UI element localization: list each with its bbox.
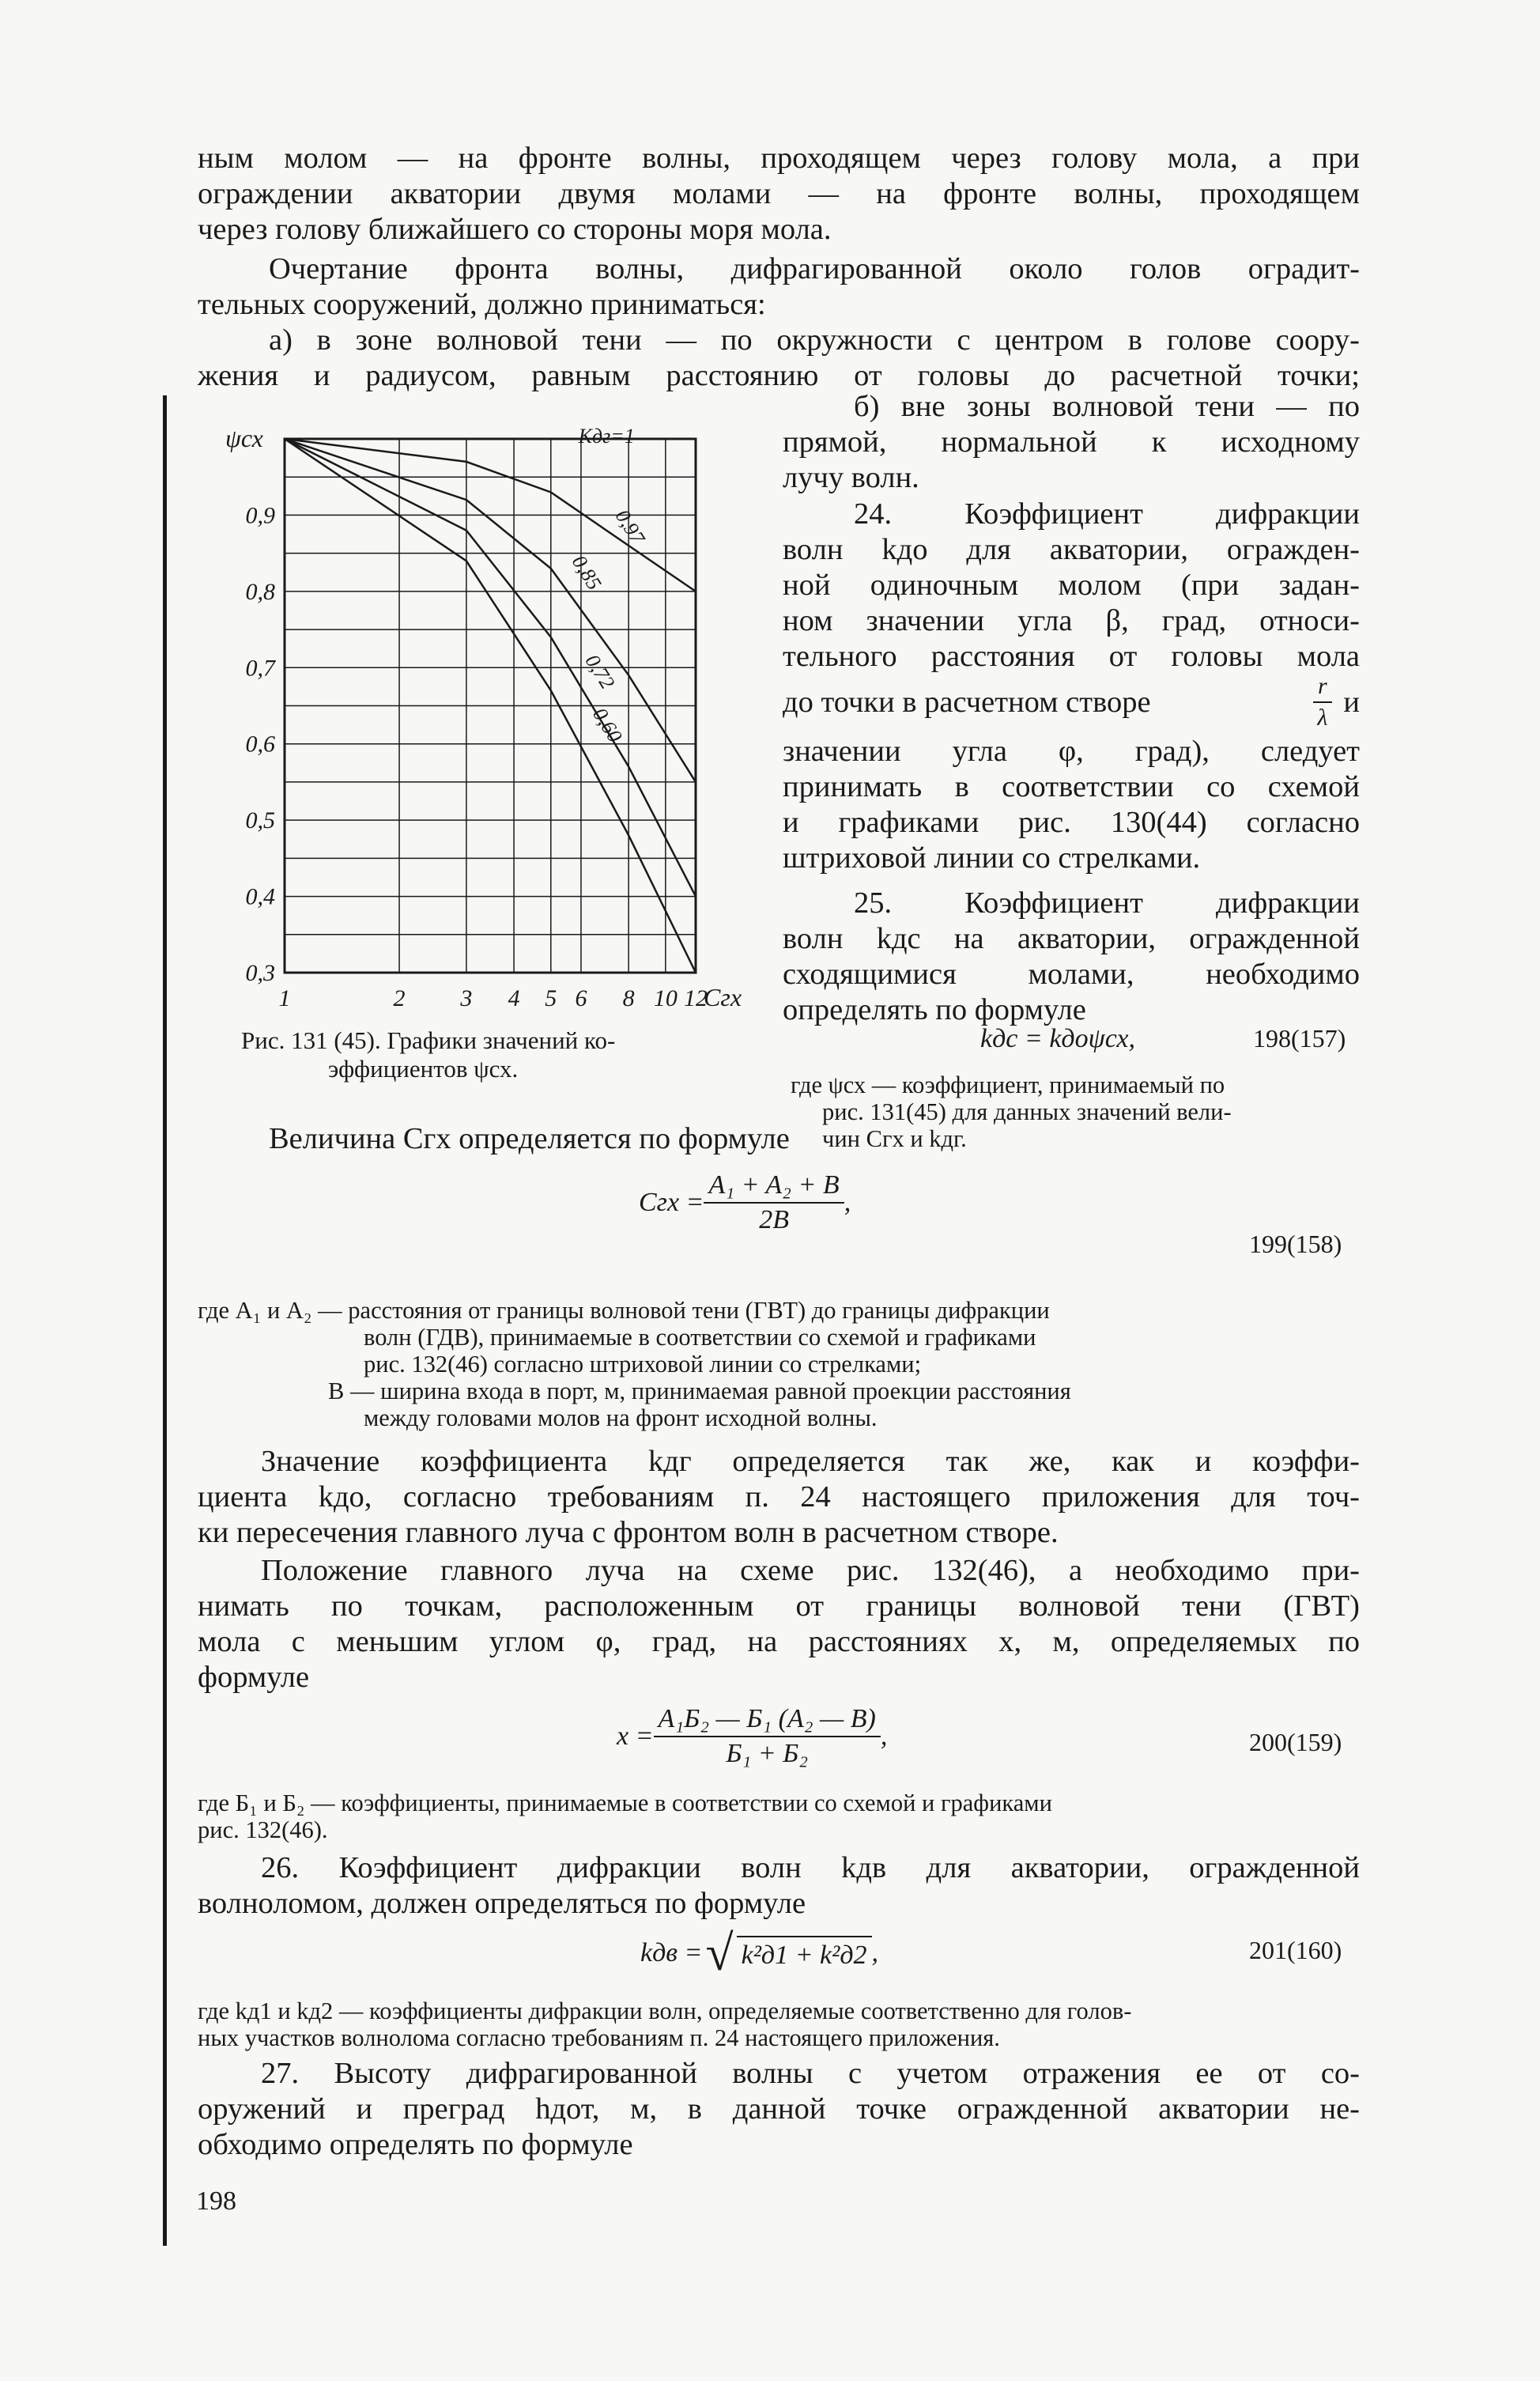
where-199 bbox=[198, 1297, 1360, 1431]
text-line: мола с меньшим углом φ, град, на расстояниях x, м, определяемых по bbox=[198, 1625, 1360, 1658]
paragraph-27 bbox=[198, 2056, 1360, 2163]
intro-paragraph bbox=[198, 141, 1360, 248]
x-tick-label: 8 bbox=[622, 985, 635, 1011]
radicand: k²д1 + k²д2 bbox=[737, 1936, 872, 1971]
formula-lhs: x = bbox=[617, 1722, 654, 1751]
ratio-after: и bbox=[1343, 686, 1360, 719]
margin-rule bbox=[163, 395, 167, 2246]
text-line: принимать в соответствии со схемой bbox=[783, 770, 1360, 803]
text-line: чин Cгх и kдг. bbox=[822, 1125, 967, 1152]
ratio-line-text: до точки в расчетном створе bbox=[783, 686, 1151, 719]
text-line: через голову ближайшего со стороны моря мола. bbox=[198, 213, 832, 246]
formula-199: Cгх = $\frac{\text{A₁ + A₂ + B}}{2B}$ , bbox=[639, 1170, 851, 1234]
y-tick-label: 0,3 bbox=[245, 960, 275, 986]
x-tick-label: 10 bbox=[653, 985, 678, 1011]
text-line: б) вне зоны волновой тени — по bbox=[854, 390, 1360, 423]
text-line: Очертание фронта волны, дифрагированной около голов оградит- bbox=[269, 252, 1360, 285]
formula-201: kдв = √ k²д1 + k²д2 , bbox=[640, 1925, 879, 1981]
text-line: 25. Коэффициент дифракции bbox=[854, 886, 1360, 920]
text-line: ным молом — на фронте волны, проходящем через голову мола, а при bbox=[198, 142, 1360, 175]
text-line: штриховой линии со стрелками. bbox=[783, 841, 1201, 875]
text-line: где kд1 и kд2 — коэффициенты дифракции волн, определяемые соответственно для голов- bbox=[198, 1997, 1132, 2024]
paragraph-26 bbox=[198, 1850, 1360, 1922]
x-tick-label: 4 bbox=[508, 985, 520, 1011]
formula-lhs: kдв = bbox=[640, 1938, 703, 1967]
caption-line: эффициентов ψсх. bbox=[328, 1055, 519, 1083]
text-line: между головами молов на фронт исходной волны. bbox=[364, 1404, 878, 1431]
text-line: и графиками рис. 130(44) согласно bbox=[783, 806, 1360, 839]
formula-fraction: $\frac{\text{A₁Б₂ — Б₁ (A₂ — B)}}{\text{Б₁ + Б₂}}$ bbox=[654, 1704, 881, 1769]
curve-label: Kдг=1 bbox=[578, 424, 635, 448]
formula-fraction: $\frac{\text{A₁ + A₂ + B}}{2B}$ bbox=[704, 1170, 844, 1235]
equation-number-200: 200(159) bbox=[1249, 1728, 1342, 1756]
x-tick-label: 1 bbox=[278, 985, 291, 1011]
x-tick-label: 6 bbox=[575, 985, 587, 1011]
text-line: ограждении акватории двумя молами — на фронте волны, проходящем bbox=[198, 177, 1360, 210]
text-line: рис. 132(46) согласно штриховой линии со стрелками; bbox=[364, 1351, 922, 1378]
y-tick-label: 0,7 bbox=[245, 655, 275, 682]
y-tick-label: 0,5 bbox=[245, 807, 275, 834]
text-line: где ψсх — коэффициент, принимаемый по bbox=[791, 1071, 1225, 1098]
equation-number-198: 198(157) bbox=[1253, 1024, 1346, 1053]
text-line: ном значении угла β, град, относи- bbox=[783, 604, 1360, 637]
figure-caption bbox=[241, 1026, 747, 1083]
ratio-line bbox=[783, 673, 1360, 731]
text-line: сходящимися молами, необходимо bbox=[783, 958, 1360, 991]
x-tick-label: 12 bbox=[684, 985, 708, 1011]
text-line: оружений и преград hдот, м, в данной точке огражденной акватории не- bbox=[198, 2092, 1360, 2126]
figure-chart bbox=[206, 403, 743, 1028]
curve-label: 0,72 bbox=[580, 650, 620, 694]
x-tick-label: 5 bbox=[545, 985, 557, 1011]
text-line: волн (ГДВ), принимаемые в соответствии со схемой и графиками bbox=[364, 1324, 1036, 1351]
y-tick-label: 0,8 bbox=[245, 578, 275, 605]
x-tick-label: 3 bbox=[460, 985, 473, 1011]
y-tick-label: 0,4 bbox=[245, 883, 275, 910]
text-line: определять по формуле bbox=[783, 993, 1086, 1026]
curve-label: 0,97 bbox=[610, 505, 650, 549]
x-axis-label: Cгх bbox=[704, 983, 742, 1011]
page-number: 198 bbox=[196, 2186, 236, 2216]
right-column-b bbox=[783, 389, 1360, 496]
text-line: где A₁ и A₂ — расстояния от границы волновой тени (ГВТ) до границы дифракции bbox=[198, 1297, 1050, 1324]
text-line: B — ширина входа в порт, м, принимаемая равной проекции расстояния bbox=[328, 1378, 1071, 1404]
text-line: тельного расстояния от головы мола bbox=[783, 640, 1360, 673]
text-line: волн kдс на акватории, огражденной bbox=[783, 922, 1360, 955]
text-line: рис. 131(45) для данных значений вели- bbox=[822, 1098, 1232, 1125]
text-line: обходимо определять по формуле bbox=[198, 2128, 633, 2161]
curve-label: 0,60 bbox=[587, 703, 627, 746]
ray-paragraph bbox=[198, 1553, 1360, 1695]
outline-paragraph bbox=[198, 251, 1360, 394]
text-line: 27. Высоту дифрагированной волны с учетом отражения ее от со- bbox=[261, 2057, 1360, 2090]
where-201 bbox=[198, 1997, 1360, 2051]
paragraph-24 bbox=[783, 497, 1360, 675]
cgx-intro: Величина Cгх определяется по формуле bbox=[269, 1122, 790, 1155]
y-tick-label: 0,9 bbox=[245, 502, 275, 529]
text-line: прямой, нормальной к исходному bbox=[783, 425, 1360, 459]
y-axis-label: ψсх bbox=[225, 424, 263, 452]
text-line: ных участков волнолома согласно требованиям п. 24 настоящего приложения. bbox=[198, 2024, 1000, 2051]
x-tick-label: 2 bbox=[393, 985, 406, 1011]
text-line: нимать по точкам, расположенным от границы волновой тени (ГВТ) bbox=[198, 1589, 1360, 1623]
text-line: а) в зоне волновой тени — по окружности с центром в голове соору- bbox=[269, 323, 1360, 357]
kdg-paragraph bbox=[198, 1444, 1360, 1551]
sqrt-sign: √ bbox=[705, 1925, 734, 1981]
equation-number-201: 201(160) bbox=[1249, 1936, 1342, 1964]
text-line: лучу волн. bbox=[783, 461, 919, 494]
curve-label: 0,85 bbox=[567, 551, 606, 595]
formula-200: x = $\frac{\text{A₁Б₂ — Б₁ (A₂ — B)}}{\text{Б₁ + Б₂}}$ , bbox=[617, 1704, 888, 1768]
paragraph-24-rest bbox=[783, 734, 1360, 876]
text-line: ной одиночным молом (при задан- bbox=[783, 569, 1360, 602]
text-line: волн kдо для акватории, огражден- bbox=[783, 533, 1360, 566]
y-tick-label: 0,6 bbox=[245, 731, 275, 758]
text-line: Положение главного луча на схеме рис. 132(46), а необходимо при- bbox=[261, 1554, 1360, 1587]
equation-number-199: 199(158) bbox=[1249, 1230, 1342, 1258]
caption-line: Рис. 131 (45). Графики значений ко- bbox=[241, 1026, 616, 1054]
text-line: рис. 132(46). bbox=[198, 1816, 328, 1843]
chart-labels bbox=[225, 424, 742, 1011]
formula-lhs: Cгх = bbox=[639, 1188, 704, 1217]
text-line: жения и радиусом, равным расстоянию от головы до расчетной точки; bbox=[198, 359, 1360, 392]
text-line: 24. Коэффициент дифракции bbox=[854, 497, 1360, 531]
series-line bbox=[285, 439, 696, 782]
text-line: значении угла φ, град), следует bbox=[783, 735, 1360, 768]
text-line: ки пересечения главного луча с фронтом волн в расчетном створе. bbox=[198, 1516, 1059, 1549]
text-line: волноломом, должен определяться по формуле bbox=[198, 1887, 806, 1920]
ratio-fraction: $\frac{r}{\lambda}$ bbox=[1312, 673, 1332, 731]
paragraph-25 bbox=[783, 886, 1360, 1028]
text-line: циента kдо, согласно требованиям п. 24 настоящего приложения для точ- bbox=[198, 1480, 1360, 1514]
text-line: формуле bbox=[198, 1661, 310, 1694]
where-200 bbox=[198, 1790, 1360, 1843]
where-198 bbox=[791, 1071, 1360, 1152]
formula-198: kдс = kдоψсх, bbox=[980, 1024, 1135, 1053]
text-line: Значение коэффициента kдг определяется так же, как и коэффи- bbox=[261, 1445, 1360, 1478]
text-line: тельных сооружений, должно приниматься: bbox=[198, 288, 766, 321]
text-line: 26. Коэффициент дифракции волн kдв для акватории, огражденной bbox=[261, 1851, 1360, 1884]
text-line: где Б₁ и Б₂ — коэффициенты, принимаемые в соответствии со схемой и графиками bbox=[198, 1790, 1052, 1816]
